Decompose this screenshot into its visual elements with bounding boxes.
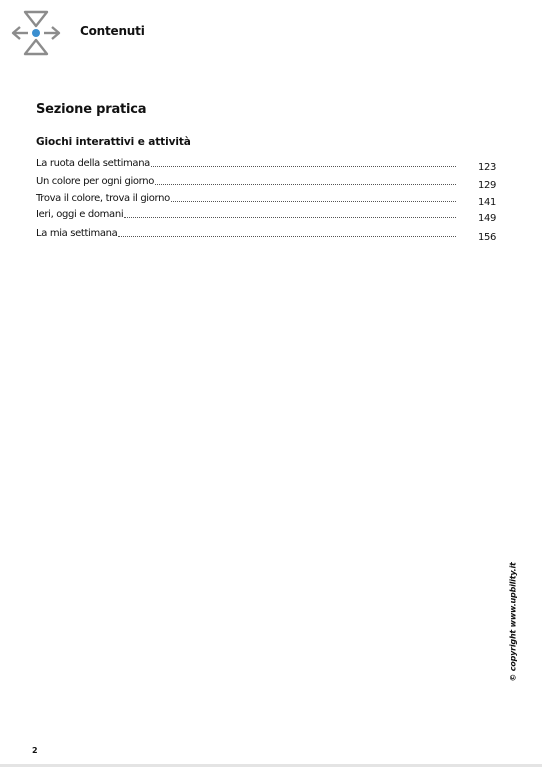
toc-entry[interactable] xyxy=(36,205,496,224)
toc-entry-label: La ruota della settimana xyxy=(36,158,150,169)
toc-entry[interactable] xyxy=(36,189,496,208)
toc-entry-label: Trova il colore, trova il giorno xyxy=(36,193,170,204)
page-number: 2 xyxy=(32,746,38,755)
page-header-title: Contenuti xyxy=(80,24,145,38)
toc-entry-page: 141 xyxy=(477,197,496,208)
copyright-notice: © copyright www.upbility.it xyxy=(508,562,518,682)
toc-dot-leader xyxy=(118,235,456,237)
subsection-title: Giochi interattivi e attività xyxy=(36,136,191,148)
toc-dot-leader xyxy=(171,200,456,202)
toc-dot-leader xyxy=(151,165,456,167)
toc-entry-label: La mia settimana xyxy=(36,228,118,239)
contents-logo-icon xyxy=(10,10,62,56)
toc-entry-page: 123 xyxy=(477,162,496,173)
toc-entry-page: 129 xyxy=(477,180,496,191)
toc-dot-leader xyxy=(124,216,456,218)
toc-entry[interactable] xyxy=(36,154,496,173)
toc-entry-page: 149 xyxy=(477,213,496,224)
section-title: Sezione pratica xyxy=(36,102,147,117)
toc-entry-page: 156 xyxy=(477,232,496,243)
toc-entry-label: Ieri, oggi e domani xyxy=(36,209,124,220)
toc-entry[interactable] xyxy=(36,172,496,191)
toc-entry[interactable] xyxy=(36,224,496,243)
toc-entry-label: Un colore per ogni giorno xyxy=(36,176,155,187)
toc-dot-leader xyxy=(155,183,456,185)
